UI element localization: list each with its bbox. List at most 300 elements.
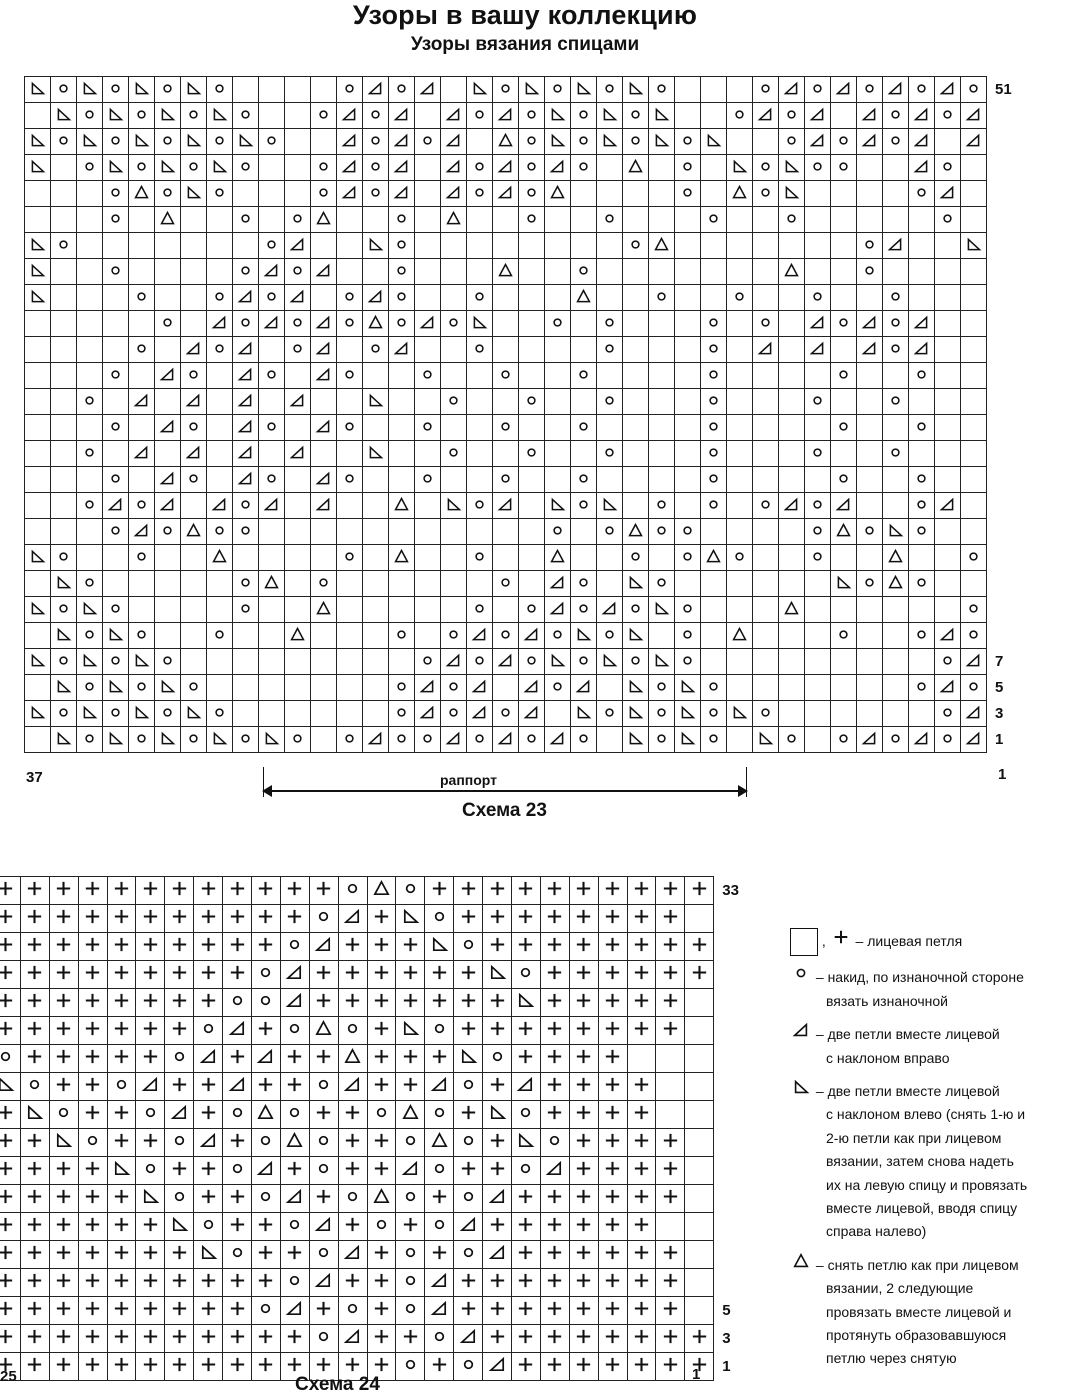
blank-cell — [805, 571, 831, 597]
triangle-icon — [493, 129, 519, 155]
blank-cell — [909, 259, 935, 285]
yarn-over-circle-icon — [779, 103, 805, 129]
plus-icon — [627, 1213, 656, 1241]
plus-icon — [78, 989, 107, 1017]
yarn-over-circle-icon — [337, 545, 363, 571]
blank-cell — [935, 285, 961, 311]
right-slant-triangle-icon — [309, 1269, 338, 1297]
yarn-over-circle-icon — [425, 905, 454, 933]
blank-cell — [155, 233, 181, 259]
blank-cell — [675, 207, 701, 233]
plus-icon — [107, 1241, 136, 1269]
plus-icon — [78, 1241, 107, 1269]
triangle-icon — [649, 233, 675, 259]
left-slant-triangle-icon — [675, 727, 701, 753]
blank-cell — [571, 545, 597, 571]
blank-cell — [363, 259, 389, 285]
yarn-over-circle-icon — [337, 285, 363, 311]
right-slant-triangle-icon — [467, 675, 493, 701]
blank-cell — [805, 597, 831, 623]
right-slant-triangle-icon — [363, 285, 389, 311]
yarn-over-circle-icon — [519, 649, 545, 675]
yarn-over-circle-icon — [883, 311, 909, 337]
plus-icon — [367, 1045, 396, 1073]
blank-cell — [883, 675, 909, 701]
page-subtitle: Узоры вязания спицами — [410, 34, 640, 55]
plus-icon — [309, 1045, 338, 1073]
left-slant-triangle-icon — [25, 597, 51, 623]
plus-icon — [49, 905, 78, 933]
plus-icon — [0, 877, 20, 905]
yarn-over-circle-icon — [675, 155, 701, 181]
blank-cell — [77, 415, 103, 441]
right-slant-triangle-icon — [961, 727, 987, 753]
right-slant-triangle-icon — [311, 337, 337, 363]
plus-icon — [454, 905, 483, 933]
right-slant-triangle-icon — [857, 103, 883, 129]
blank-cell — [285, 155, 311, 181]
blank-cell — [857, 545, 883, 571]
chart-row — [25, 389, 987, 415]
left-slant-triangle-icon — [623, 77, 649, 103]
left-slant-triangle-icon — [129, 649, 155, 675]
yarn-over-circle-icon — [805, 155, 831, 181]
blank-cell — [129, 597, 155, 623]
yarn-over-circle-icon — [909, 571, 935, 597]
plus-icon — [107, 933, 136, 961]
yarn-over-circle-icon — [519, 727, 545, 753]
yarn-over-circle-icon — [207, 129, 233, 155]
left-slant-triangle-icon — [727, 155, 753, 181]
right-slant-triangle-icon — [454, 1213, 483, 1241]
yarn-over-circle-icon — [155, 77, 181, 103]
right-slant-triangle-icon — [753, 103, 779, 129]
right-slant-triangle-icon — [415, 77, 441, 103]
plus-icon — [49, 1073, 78, 1101]
plus-icon — [396, 933, 425, 961]
yarn-over-circle-icon — [338, 1297, 367, 1325]
plus-icon — [569, 1073, 598, 1101]
blank-cell — [935, 545, 961, 571]
row-number: 1 — [722, 1357, 731, 1375]
triangle-icon — [831, 519, 857, 545]
triangle-icon — [425, 1129, 454, 1157]
blank-cell — [753, 441, 779, 467]
blank-cell — [831, 675, 857, 701]
yarn-over-circle-icon — [935, 103, 961, 129]
blank-cell — [493, 389, 519, 415]
yarn-over-circle-icon — [389, 259, 415, 285]
blank-cell — [571, 207, 597, 233]
left-slant-triangle-icon — [207, 103, 233, 129]
plus-icon — [367, 1129, 396, 1157]
left-slant-triangle-icon — [207, 155, 233, 181]
yarn-over-circle-icon — [623, 649, 649, 675]
blank-cell — [519, 519, 545, 545]
right-slant-triangle-icon — [233, 415, 259, 441]
right-slant-triangle-icon — [483, 1241, 512, 1269]
blank-cell — [285, 571, 311, 597]
yarn-over-circle-icon — [280, 933, 309, 961]
plus-icon — [194, 877, 223, 905]
plus-icon — [49, 961, 78, 989]
plus-icon — [569, 1353, 598, 1381]
blank-cell — [311, 701, 337, 727]
blank-cell — [805, 649, 831, 675]
right-slant-triangle-icon — [155, 467, 181, 493]
repeat-arrow-line — [263, 790, 747, 792]
plus-icon — [136, 961, 165, 989]
blank-cell — [25, 441, 51, 467]
blank-cell — [727, 675, 753, 701]
blank-cell — [259, 103, 285, 129]
blank-cell — [545, 441, 571, 467]
triangle-icon — [571, 285, 597, 311]
blank-cell — [656, 1101, 685, 1129]
right-slant-triangle-icon — [259, 259, 285, 285]
yarn-over-circle-icon — [753, 493, 779, 519]
yarn-over-circle-icon — [701, 493, 727, 519]
yarn-over-circle-icon — [571, 493, 597, 519]
blank-cell — [883, 259, 909, 285]
yarn-over-circle-icon — [207, 285, 233, 311]
plus-icon — [338, 1101, 367, 1129]
blank-cell — [493, 337, 519, 363]
blank-cell — [701, 597, 727, 623]
yarn-over-circle-icon — [233, 727, 259, 753]
blank-cell — [545, 233, 571, 259]
blank-cell — [363, 623, 389, 649]
yarn-over-circle-icon — [367, 1213, 396, 1241]
blank-cell — [597, 675, 623, 701]
plus-icon — [656, 1157, 685, 1185]
plus-icon — [107, 877, 136, 905]
blank-cell — [285, 181, 311, 207]
plus-icon — [194, 1073, 223, 1101]
blank-cell — [701, 623, 727, 649]
blank-cell — [77, 285, 103, 311]
yarn-over-circle-icon — [129, 493, 155, 519]
yarn-over-circle-icon — [77, 493, 103, 519]
blank-cell — [883, 415, 909, 441]
right-slant-triangle-icon — [483, 1353, 512, 1381]
plus-icon — [223, 1213, 252, 1241]
right-slant-triangle-icon — [935, 623, 961, 649]
left-slant-triangle-icon — [77, 129, 103, 155]
blank-cell — [363, 363, 389, 389]
yarn-over-circle-icon — [20, 1073, 49, 1101]
plus-icon — [367, 1241, 396, 1269]
plus-icon — [483, 989, 512, 1017]
arrow-left-icon — [262, 785, 272, 797]
yarn-over-circle-icon — [545, 519, 571, 545]
blank-cell — [233, 623, 259, 649]
blank-cell — [389, 467, 415, 493]
blank-cell — [597, 363, 623, 389]
blank-cell — [25, 363, 51, 389]
right-slant-triangle-icon — [857, 311, 883, 337]
triangle-icon — [207, 545, 233, 571]
right-slant-triangle-icon — [425, 1073, 454, 1101]
yarn-over-circle-icon — [675, 649, 701, 675]
blank-cell — [155, 337, 181, 363]
legend-text-continued: провязать вместе лицевой и — [826, 1303, 1012, 1320]
blank-cell — [727, 207, 753, 233]
yarn-over-circle-icon — [805, 77, 831, 103]
blank-cell — [753, 571, 779, 597]
legend-text: – накид, по изнаночной стороне — [812, 969, 1024, 986]
left-slant-triangle-icon — [961, 233, 987, 259]
blank-cell — [519, 285, 545, 311]
blank-cell — [623, 389, 649, 415]
yarn-over-circle-icon — [129, 103, 155, 129]
yarn-over-circle-icon — [155, 129, 181, 155]
right-slant-triangle-icon — [311, 259, 337, 285]
left-slant-triangle-icon — [103, 155, 129, 181]
blank-cell — [285, 519, 311, 545]
yarn-over-circle-icon — [425, 1213, 454, 1241]
yarn-over-circle-icon — [909, 675, 935, 701]
yarn-over-circle-icon — [779, 727, 805, 753]
plus-icon — [49, 1045, 78, 1073]
plus-icon — [280, 1241, 309, 1269]
left-slant-triangle-icon — [25, 77, 51, 103]
yarn-over-circle-icon — [961, 77, 987, 103]
triangle-icon — [441, 207, 467, 233]
blank-cell — [831, 701, 857, 727]
yarn-over-circle-icon — [285, 727, 311, 753]
blank-cell — [571, 181, 597, 207]
yarn-over-circle-icon — [103, 597, 129, 623]
chart-row — [0, 933, 714, 961]
yarn-over-circle-icon — [519, 441, 545, 467]
plus-icon — [830, 928, 852, 953]
blank-cell — [77, 207, 103, 233]
plus-icon — [656, 1017, 685, 1045]
right-slant-triangle-icon — [129, 389, 155, 415]
plus-icon — [223, 1353, 252, 1381]
plus-icon — [627, 1297, 656, 1325]
blank-cell — [909, 285, 935, 311]
blank-cell — [233, 701, 259, 727]
arrow-right-icon — [738, 785, 748, 797]
blank-cell — [649, 181, 675, 207]
plus-icon — [0, 1241, 20, 1269]
yarn-over-circle-icon — [129, 727, 155, 753]
blank-cell — [415, 181, 441, 207]
blank-cell — [727, 415, 753, 441]
yarn-over-circle-icon — [441, 701, 467, 727]
right-slant-triangle-icon — [790, 1021, 812, 1046]
triangle-icon — [545, 545, 571, 571]
plus-icon — [78, 1269, 107, 1297]
yarn-over-circle-icon — [338, 1185, 367, 1213]
blank-cell — [285, 675, 311, 701]
yarn-over-circle-icon — [309, 1129, 338, 1157]
blank-cell — [623, 207, 649, 233]
plus-icon — [338, 961, 367, 989]
plus-icon — [223, 877, 252, 905]
legend-item — [790, 1252, 1090, 1277]
blank-cell — [685, 1101, 714, 1129]
right-slant-triangle-icon — [935, 675, 961, 701]
yarn-over-circle-icon — [233, 519, 259, 545]
blank-cell — [415, 389, 441, 415]
blank-cell — [935, 441, 961, 467]
blank-cell — [51, 155, 77, 181]
right-slant-triangle-icon — [280, 989, 309, 1017]
blank-cell — [51, 259, 77, 285]
plus-icon — [656, 877, 685, 905]
legend-text-continued: вязании, 2 следующие — [826, 1280, 974, 1297]
yarn-over-circle-icon — [597, 77, 623, 103]
row-number: 7 — [995, 652, 1004, 670]
plus-icon — [569, 1129, 598, 1157]
yarn-over-circle-icon — [909, 181, 935, 207]
plus-icon — [598, 1241, 627, 1269]
blank-cell — [441, 285, 467, 311]
left-slant-triangle-icon — [51, 623, 77, 649]
right-slant-triangle-icon — [233, 337, 259, 363]
yarn-over-circle-icon — [337, 77, 363, 103]
plus-icon — [107, 961, 136, 989]
yarn-over-circle-icon — [207, 701, 233, 727]
right-slant-triangle-icon — [181, 337, 207, 363]
right-slant-triangle-icon — [935, 77, 961, 103]
plus-icon — [20, 1045, 49, 1073]
blank-cell — [883, 701, 909, 727]
blank-cell — [519, 259, 545, 285]
blank-cell — [467, 207, 493, 233]
right-slant-triangle-icon — [441, 103, 467, 129]
left-slant-triangle-icon — [181, 181, 207, 207]
blank-cell — [337, 675, 363, 701]
left-slant-triangle-icon — [155, 155, 181, 181]
right-slant-triangle-icon — [545, 155, 571, 181]
blank-cell — [51, 441, 77, 467]
blank-cell — [831, 103, 857, 129]
plus-icon — [569, 933, 598, 961]
left-slant-triangle-icon — [136, 1185, 165, 1213]
yarn-over-circle-icon — [493, 467, 519, 493]
yarn-over-circle-icon — [155, 311, 181, 337]
yarn-over-circle-icon — [571, 155, 597, 181]
blank-cell — [25, 103, 51, 129]
right-slant-triangle-icon — [805, 103, 831, 129]
yarn-over-circle-icon — [252, 961, 281, 989]
blank-cell — [363, 207, 389, 233]
right-slant-triangle-icon — [337, 155, 363, 181]
yarn-over-circle-icon — [252, 1129, 281, 1157]
blank-cell — [961, 181, 987, 207]
yarn-over-circle-icon — [649, 701, 675, 727]
plus-icon — [0, 933, 20, 961]
plus-icon — [569, 1297, 598, 1325]
plus-icon — [540, 1185, 569, 1213]
yarn-over-circle-icon — [363, 103, 389, 129]
plus-icon — [78, 1017, 107, 1045]
blank-cell — [675, 467, 701, 493]
blank-cell — [207, 207, 233, 233]
left-slant-triangle-icon — [363, 389, 389, 415]
right-slant-triangle-icon — [519, 701, 545, 727]
yarn-over-circle-icon — [454, 1353, 483, 1381]
blank-cell — [103, 571, 129, 597]
right-slant-triangle-icon — [259, 311, 285, 337]
yarn-over-circle-icon — [77, 103, 103, 129]
blank-cell — [285, 77, 311, 103]
plus-icon — [483, 933, 512, 961]
right-slant-triangle-icon — [493, 493, 519, 519]
blank-cell — [181, 259, 207, 285]
right-slant-triangle-icon — [280, 1297, 309, 1325]
yarn-over-circle-icon — [727, 285, 753, 311]
blank-cell — [805, 207, 831, 233]
blank-cell — [389, 441, 415, 467]
plus-icon — [656, 1129, 685, 1157]
blank-cell — [961, 467, 987, 493]
blank-cell — [441, 259, 467, 285]
blank-cell — [701, 77, 727, 103]
plus-icon — [223, 1297, 252, 1325]
blank-cell — [493, 233, 519, 259]
yarn-over-circle-icon — [338, 1017, 367, 1045]
blank-cell — [805, 675, 831, 701]
yarn-over-circle-icon — [51, 701, 77, 727]
plus-icon — [483, 1073, 512, 1101]
plus-icon — [598, 1269, 627, 1297]
yarn-over-circle-icon — [259, 467, 285, 493]
yarn-over-circle-icon — [935, 207, 961, 233]
yarn-over-circle-icon — [701, 389, 727, 415]
yarn-over-circle-icon — [571, 467, 597, 493]
blank-cell — [597, 467, 623, 493]
blank-cell — [935, 389, 961, 415]
yarn-over-circle-icon — [103, 467, 129, 493]
plus-icon — [136, 989, 165, 1017]
yarn-over-circle-icon — [805, 493, 831, 519]
blank-cell — [493, 285, 519, 311]
yarn-over-circle-icon — [961, 675, 987, 701]
blank-cell — [597, 415, 623, 441]
blank-cell — [883, 493, 909, 519]
right-slant-triangle-icon — [136, 1073, 165, 1101]
plus-icon — [569, 1157, 598, 1185]
chart-row — [25, 311, 987, 337]
plus-icon — [136, 933, 165, 961]
yarn-over-circle-icon — [483, 1045, 512, 1073]
yarn-over-circle-icon — [441, 675, 467, 701]
plus-icon — [656, 1297, 685, 1325]
right-slant-triangle-icon — [441, 727, 467, 753]
blank-cell — [233, 649, 259, 675]
right-slant-triangle-icon — [909, 129, 935, 155]
yarn-over-circle-icon — [165, 1185, 194, 1213]
right-slant-triangle-icon — [233, 363, 259, 389]
blank-cell — [685, 1157, 714, 1185]
plus-icon — [0, 1297, 20, 1325]
blank-cell — [129, 415, 155, 441]
blank-cell — [649, 623, 675, 649]
blank-cell — [337, 649, 363, 675]
right-slant-triangle-icon — [389, 103, 415, 129]
blank-cell — [571, 441, 597, 467]
left-slant-triangle-icon — [649, 103, 675, 129]
plus-icon — [540, 1241, 569, 1269]
right-slant-triangle-icon — [441, 181, 467, 207]
plus-icon — [598, 877, 627, 905]
triangle-icon — [259, 571, 285, 597]
